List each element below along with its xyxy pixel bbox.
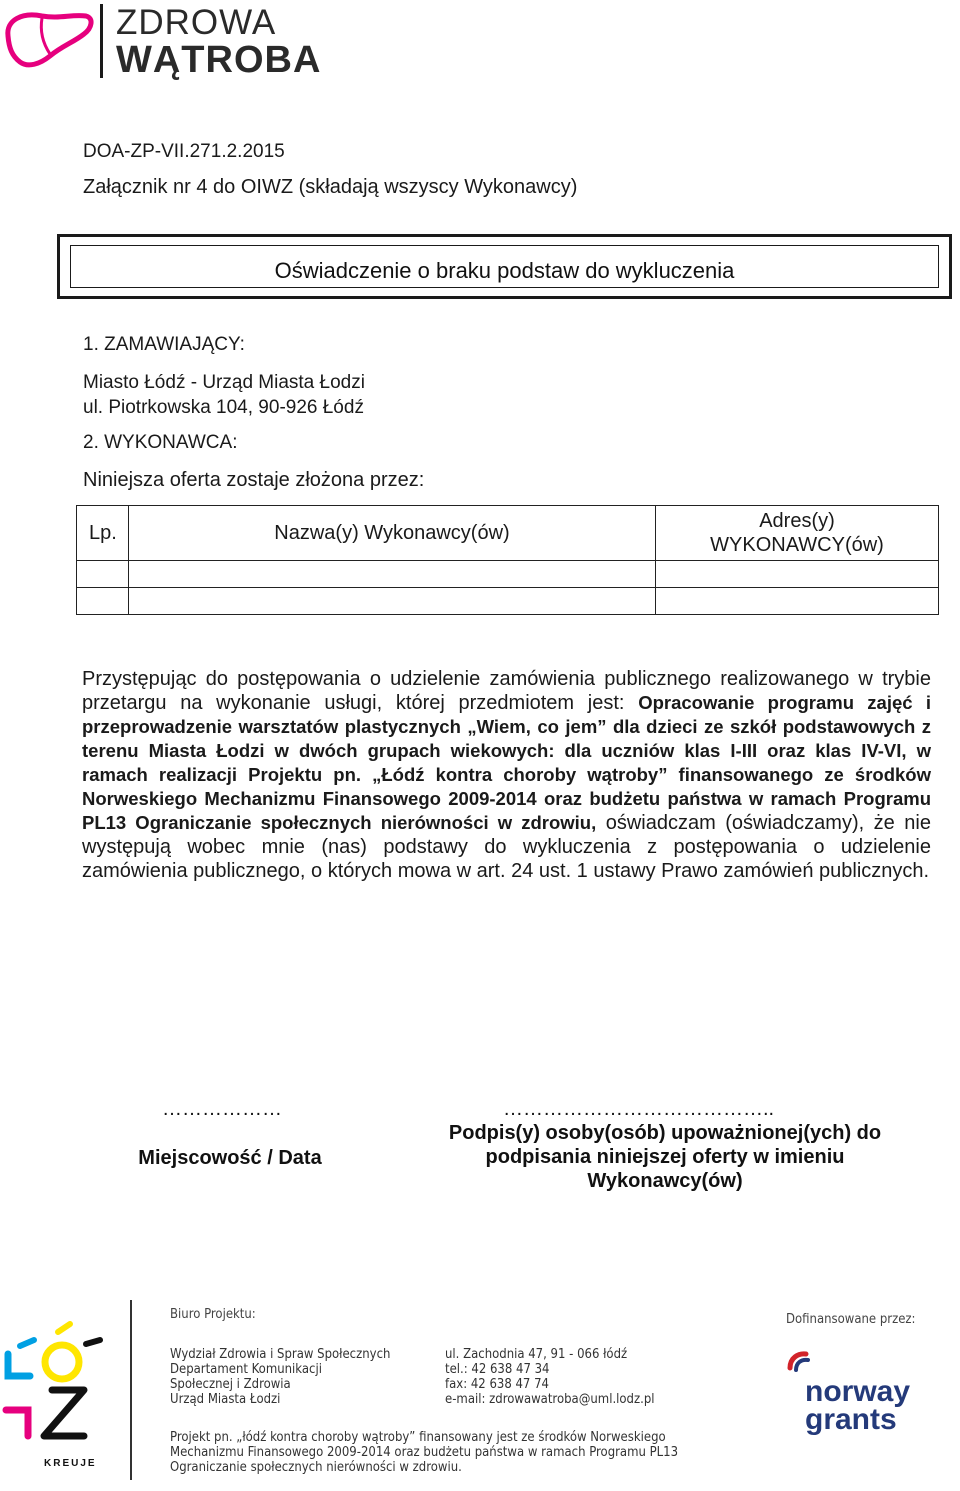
table-header-row [77, 506, 939, 561]
table-cell-address[interactable] [656, 561, 939, 588]
project-office-contact [445, 1347, 765, 1407]
signature-dots: ………………………………….. [503, 1098, 775, 1120]
table-row [77, 561, 939, 588]
place-date-dots: ……………… [162, 1098, 282, 1120]
funding-line3: Ograniczanie społecznych nierówności w zdrowiu. [170, 1460, 462, 1475]
offer-submitted-by: Niniejsza oferta zostaje złożona przez: [83, 469, 425, 491]
annex-title: Załącznik nr 4 do OIWZ (składają wszyscy Wykonawcy) [83, 176, 578, 198]
table-row [77, 588, 939, 615]
title-box [57, 234, 952, 299]
declaration-paragraph [82, 667, 931, 883]
contractor-table [76, 505, 939, 615]
project-funding-note [170, 1430, 770, 1475]
column-header-address [656, 506, 939, 561]
office-line3: Społecznej i Zdrowia [170, 1377, 291, 1392]
logo-divider [100, 4, 103, 78]
norway-grants-logo-text [805, 1375, 911, 1436]
grants-word: grants [805, 1403, 897, 1436]
contracting-authority-address: ul. Piotrkowska 104, 90-926 Łódź [83, 397, 364, 418]
section-2-heading: 2. WYKONAWCA: [83, 432, 238, 453]
place-date-label: Miejscowość / Data [138, 1147, 322, 1169]
signature-label-line1: Podpis(y) osoby(osób) upoważnionej(ych) do [448, 1122, 882, 1144]
funding-line2: Mechanizmu Finansowego 2009-2014 oraz budżetu państwa w ramach Programu PL13 [170, 1445, 679, 1460]
section-1-heading: 1. ZAMAWIAJĄCY: [83, 334, 245, 355]
document-title: Oświadczenie o braku podstaw do wykluczenia [274, 258, 735, 283]
declaration-statement: oświadczam (oświadczamy), że nie występują wobec mnie (nas) podstawy do wykluczenia z postępowania o udzielenie zamówienia publicznego, o których mowa w art. 24 ust. 1 ustawy Prawo zamówień publicznych. [82, 812, 931, 882]
lodz-kreuje-logo [0, 1318, 110, 1468]
norway-flag-icon [786, 1350, 816, 1376]
signature-label [415, 1121, 915, 1193]
phone-line: tel.: 42 638 47 34 [445, 1362, 550, 1377]
table-cell-lp[interactable] [77, 561, 129, 588]
funding-line1: Projekt pn. „łódź kontra choroby wątroby” finansowany jest ze środków Norweskiego [170, 1430, 666, 1445]
table-cell-lp[interactable] [77, 588, 129, 615]
table-cell-address[interactable] [656, 588, 939, 615]
norway-word: norway [805, 1375, 911, 1408]
project-office-heading: Biuro Projektu: [170, 1307, 256, 1322]
document-reference: DOA-ZP-VII.271.2.2015 [83, 141, 285, 162]
footer-divider [130, 1300, 132, 1480]
office-line2: Departament Komunikacji [170, 1362, 322, 1377]
table-cell-name[interactable] [129, 588, 656, 615]
cofinanced-label: Dofinansowane przez: [786, 1312, 916, 1327]
signature-label-line2: podpisania niniejszej oferty w imieniu [485, 1146, 845, 1168]
address-line: ul. Zachodnia 47, 91 - 066 łódź [445, 1347, 628, 1362]
office-line4: Urząd Miasta Łodzi [170, 1392, 281, 1407]
office-line1: Wydział Zdrowia i Spraw Społecznych [170, 1347, 391, 1362]
column-header-lp: Lp. [77, 506, 129, 561]
kreuje-label: KREUJE [44, 1458, 97, 1469]
table-cell-name[interactable] [129, 561, 656, 588]
logo-text-line2: WĄTROBA [116, 39, 322, 81]
email-line: e-mail: zdrowawatroba@uml.lodz.pl [445, 1392, 655, 1407]
project-office-details [170, 1347, 440, 1407]
logo-text-line1: ZDROWA [116, 3, 277, 42]
contracting-authority-name: Miasto Łódź - Urząd Miasta Łodzi [83, 372, 365, 393]
column-header-address-line2: WYKONAWCY(ów) [710, 534, 884, 556]
declaration-subject: Opracowanie programu zajęć i przeprowadzenie warsztatów plastycznych „Wiem, co jem” dla dzieci ze szkół podstawowych z terenu Miasta Łodzi w dwóch grupach wiekowych: dla uczniów klas I-III oraz klas IV-VI, w ramach realizacji Projektu pn. „Łódź kontra choroby wątroby” finansowanego ze środków Norweskiego Mechanizmu Finansowego 2009-2014 oraz budżetu państwa w ramach Programu PL13 Ograniczanie społecznych nierówności w zdrowiu, [82, 692, 931, 833]
fax-line: fax: 42 638 47 74 [445, 1377, 549, 1392]
declaration-intro: Przystępując do postępowania o udzielenie zamówienia publicznego realizowanego w trybie przetargu na wykonanie usługi, której przedmiotem jest: [82, 668, 931, 714]
column-header-address-line1: Adres(y) [759, 510, 835, 532]
liver-icon [2, 6, 94, 72]
signature-label-line3: Wykonawcy(ów) [587, 1170, 743, 1192]
column-header-name: Nazwa(y) Wykonawcy(ów) [129, 506, 656, 561]
